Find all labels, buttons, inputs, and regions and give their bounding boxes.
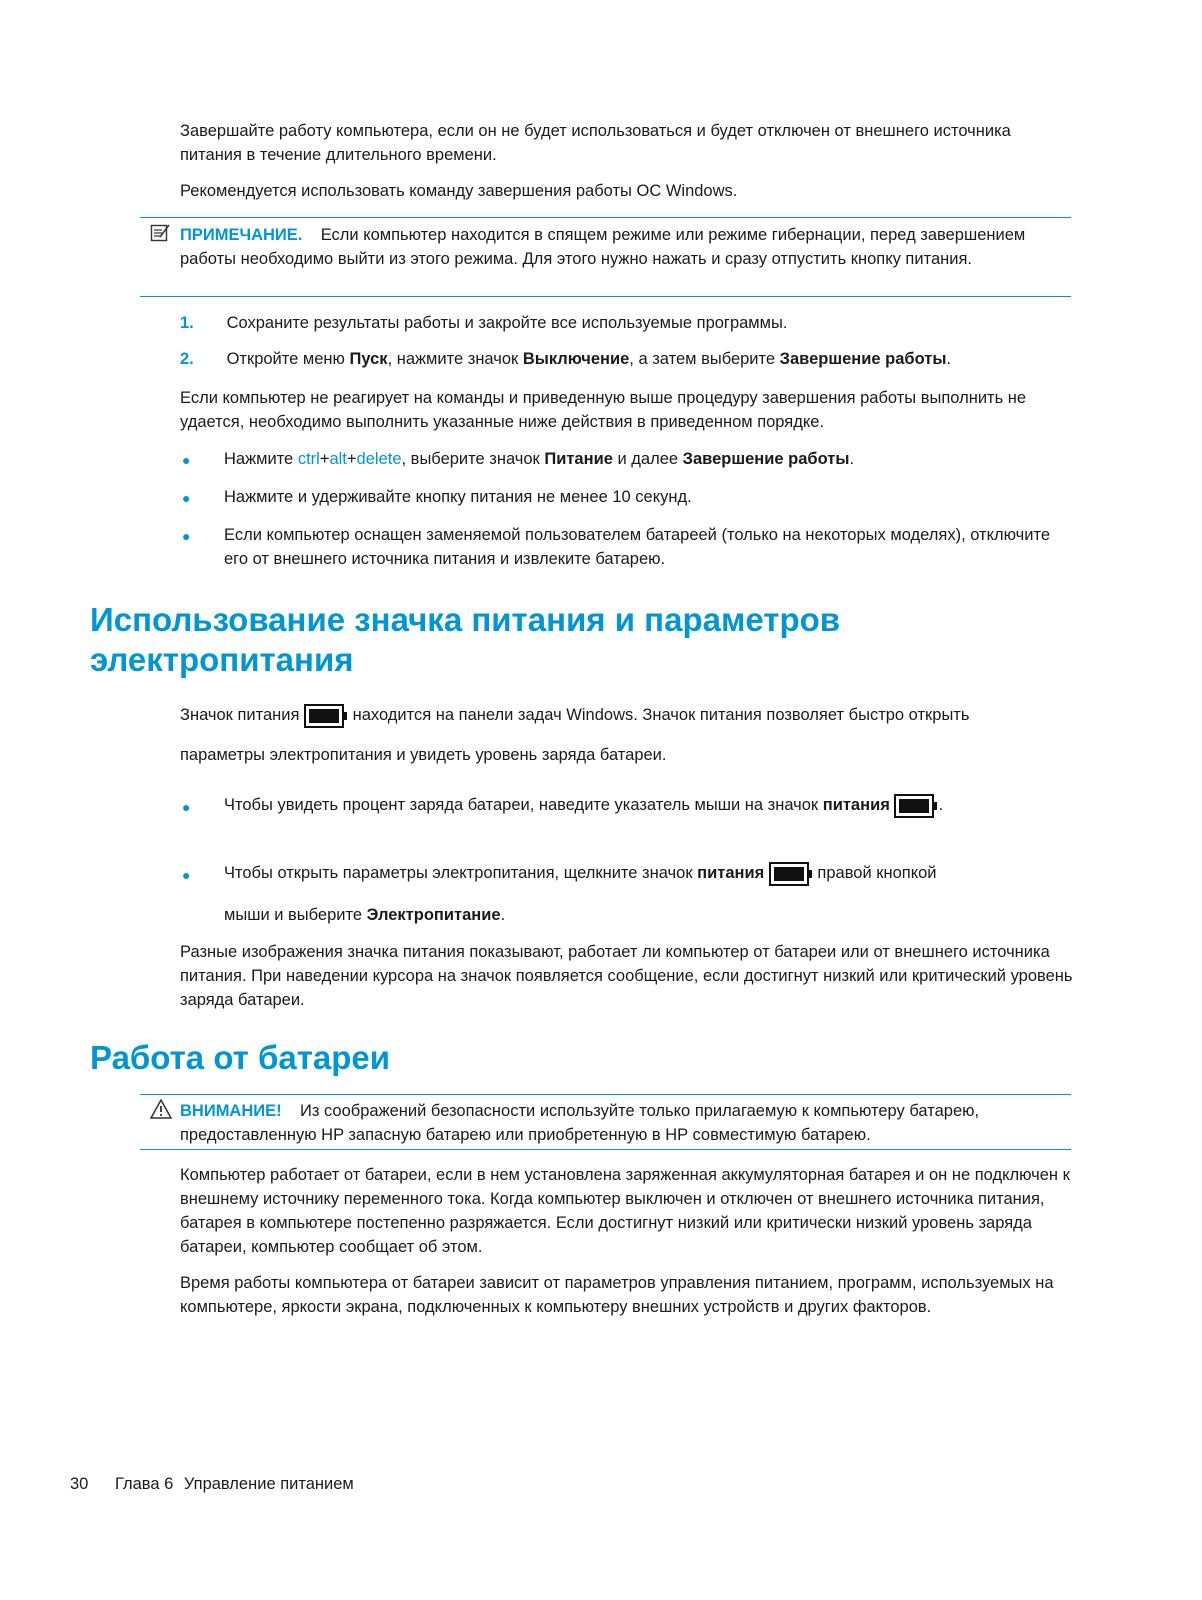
- menu-start-label: Пуск: [349, 350, 388, 368]
- power-icon-states-paragraph: Разные изображения значка питания показывают, работает ли компьютер от батареи или от внешнего источника питания. При наведении курсора на значок появляется сообщение, если достигнут низкий или критический уровень заряда батареи.: [180, 943, 1073, 1009]
- bullet-right-click-power-line2: мыши и выберите Электропитание.: [224, 906, 506, 924]
- warning-icon: [150, 1099, 172, 1119]
- step-number: 2.: [180, 350, 194, 368]
- battery-paragraph-1: Компьютер работает от батареи, если в нем установлена заряженная аккумуляторная батарея и он не подключен к внешнему источнику переменного тока. Когда компьютер выключен и отключен от внешнего источника питания, батарея в компьютере постепенно разряжается. Если достигнут низкий или критически низкий уровень заряда батареи, компьютер сообщает об этом.: [180, 1166, 1070, 1256]
- bullet-dot: ●: [182, 490, 191, 506]
- step-text: Сохраните результаты работы и закройте все используемые программы.: [226, 314, 788, 332]
- note-label: ПРИМЕЧАНИЕ.: [180, 226, 303, 244]
- page-number: 30: [70, 1475, 89, 1493]
- step-text: Откройте меню Пуск, нажмите значок Выключение, а затем выберите Завершение работы.: [226, 350, 952, 368]
- warning-text-block: [180, 1099, 1075, 1147]
- bullet-remove-battery: Если компьютер оснащен заменяемой пользователем батареей (только на некоторых моделях), отключите его от внешнего источника питания и извлеките батарею.: [224, 526, 1051, 568]
- bullet-hover-power: Чтобы увидеть процент заряда батареи, наведите указатель мыши на значок питания .: [224, 793, 1074, 818]
- bullet-dot: ●: [182, 528, 191, 544]
- key-delete: delete: [356, 450, 402, 468]
- warning-label: ВНИМАНИЕ!: [180, 1102, 282, 1120]
- chapter-title: Управление питанием: [183, 1475, 354, 1493]
- shutdown-icon-label: Выключение: [522, 350, 630, 368]
- bullet-ctrl-alt-delete: Нажмите ctrl+alt+delete, выберите значок Питание и далее Завершение работы.: [224, 450, 855, 468]
- bullet-dot: ●: [182, 799, 191, 815]
- warning-box: [140, 1094, 1071, 1150]
- section-heading-battery: Работа от батареи: [90, 1039, 391, 1076]
- battery-paragraph-2: Время работы компьютера от батареи зависит от параметров управления питанием, программ, используемых на компьютере, яркости экрана, подключенных к компьютеру внешних устройств и других факторов.: [180, 1274, 1054, 1316]
- power-icon-paragraph-line2: параметры электропитания и увидеть уровень заряда батареи.: [180, 746, 667, 764]
- bullet-right-click-power: Чтобы открыть параметры электропитания, щелкните значок питания правой кнопкой: [224, 861, 1074, 886]
- battery-icon: [769, 862, 813, 886]
- shutdown-command-label: Завершение работы: [779, 350, 947, 368]
- section-heading-power-icon: Использование значка питания и параметров электропитания: [90, 601, 841, 678]
- step-number: 1.: [180, 314, 194, 332]
- bullet-dot: ●: [182, 867, 191, 883]
- note-box: [140, 217, 1071, 297]
- note-icon: [150, 223, 170, 243]
- intro-paragraph-1: Завершайте работу компьютера, если он не будет использоваться и будет отключен от внешнего источника питания в течение длительного времени.: [180, 122, 1011, 164]
- page-footer: [70, 1472, 354, 1496]
- key-ctrl: ctrl: [297, 450, 320, 468]
- key-alt: alt: [329, 450, 347, 468]
- intro-paragraph-2: Рекомендуется использовать команду завершения работы ОС Windows.: [180, 182, 738, 200]
- note-text-block: [180, 223, 1070, 271]
- battery-icon: [304, 704, 348, 728]
- fallback-paragraph: Если компьютер не реагирует на команды и приведенную выше процедуру завершения работы выполнить не удается, необходимо выполнить указанные ниже действия в приведенном порядке.: [180, 389, 1027, 431]
- battery-icon: [894, 794, 938, 818]
- chapter-label: Глава 6: [114, 1475, 174, 1493]
- warning-text: Из соображений безопасности используйте только прилагаемую к компьютеру батарею, предоставленную HP запасную батарею или приобретенную в HP совместимую батарею.: [180, 1102, 980, 1144]
- step-1: [180, 311, 1080, 335]
- bullet-hold-power: Нажмите и удерживайте кнопку питания не менее 10 секунд.: [224, 488, 692, 506]
- bullet-dot: ●: [182, 452, 191, 468]
- power-icon-paragraph: Значок питания находится на панели задач Windows. Значок питания позволяет быстро открыть: [180, 703, 1075, 728]
- step-2: [180, 347, 1080, 371]
- note-text: Если компьютер находится в спящем режиме или режиме гибернации, перед завершением работы необходимо выйти из этого режима. Для этого нужно нажать и сразу отпустить кнопку питания.: [180, 226, 1026, 268]
